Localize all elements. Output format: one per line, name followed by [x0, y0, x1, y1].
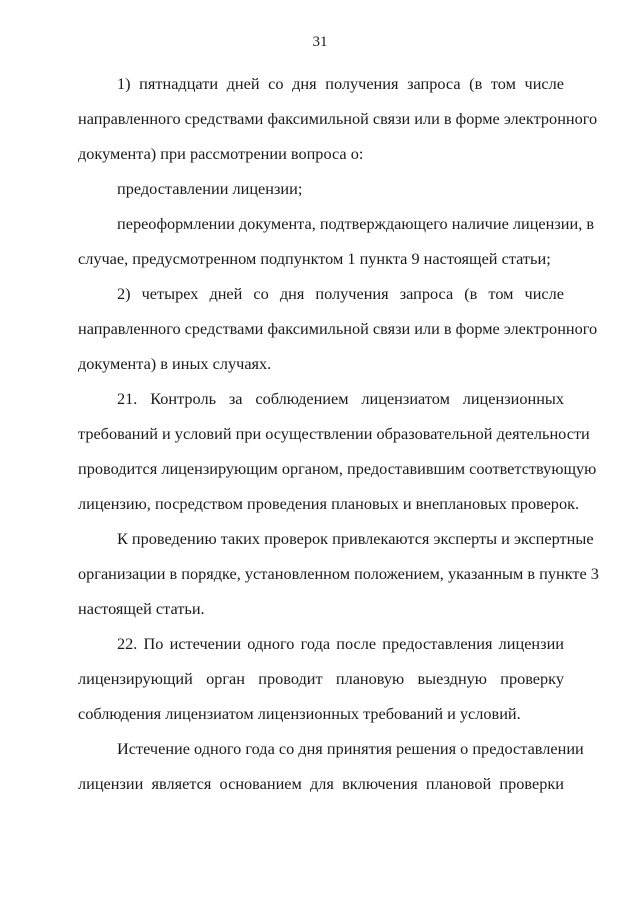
text-line: 2) четырех дней со дня получения запроса (в том числе [117, 284, 564, 303]
text-line: предоставлении лицензии; [117, 179, 303, 198]
text-line: лицензирующий орган проводит плановую выездную проверку [78, 669, 564, 688]
text-line: направленного средствами факсимильной связи или в форме электронного [78, 319, 598, 338]
text-line: лицензию, посредством проведения плановых и внеплановых проверок. [78, 494, 580, 513]
text-line: 1) пятнадцати дней со дня получения запроса (в том числе [117, 74, 564, 93]
text-line: 21. Контроль за соблюдением лицензиатом лицензионных [117, 389, 564, 408]
text-line: Истечение одного года со дня принятия решения о предоставлении [117, 739, 584, 758]
page-number: 31 [312, 34, 328, 50]
text-line: документа) в иных случаях. [78, 354, 272, 373]
text-line: случае, предусмотренном подпунктом 1 пункта 9 настоящей статьи; [78, 249, 551, 268]
text-line: К проведению таких проверок привлекаются эксперты и экспертные [117, 529, 594, 548]
text-line: соблюдения лицензиатом лицензионных требований и условий. [78, 704, 521, 723]
text-line: направленного средствами факсимильной связи или в форме электронного [78, 109, 598, 128]
text-line: требований и условий при осуществлении образовательной деятельности [78, 424, 590, 443]
text-line: документа) при рассмотрении вопроса о: [78, 144, 364, 163]
text-line: проводится лицензирующим органом, предоставившим соответствующую [78, 459, 597, 478]
text-line: настоящей статьи. [78, 599, 205, 618]
text-line: переоформлении документа, подтверждающего наличие лицензии, в [117, 214, 595, 233]
text-line: 22. По истечении одного года после предоставления лицензии [117, 634, 564, 653]
text-line: лицензии является основанием для включения плановой проверки [78, 774, 564, 793]
text-line: организации в порядке, установленном положением, указанным в пункте 3 [78, 564, 599, 583]
